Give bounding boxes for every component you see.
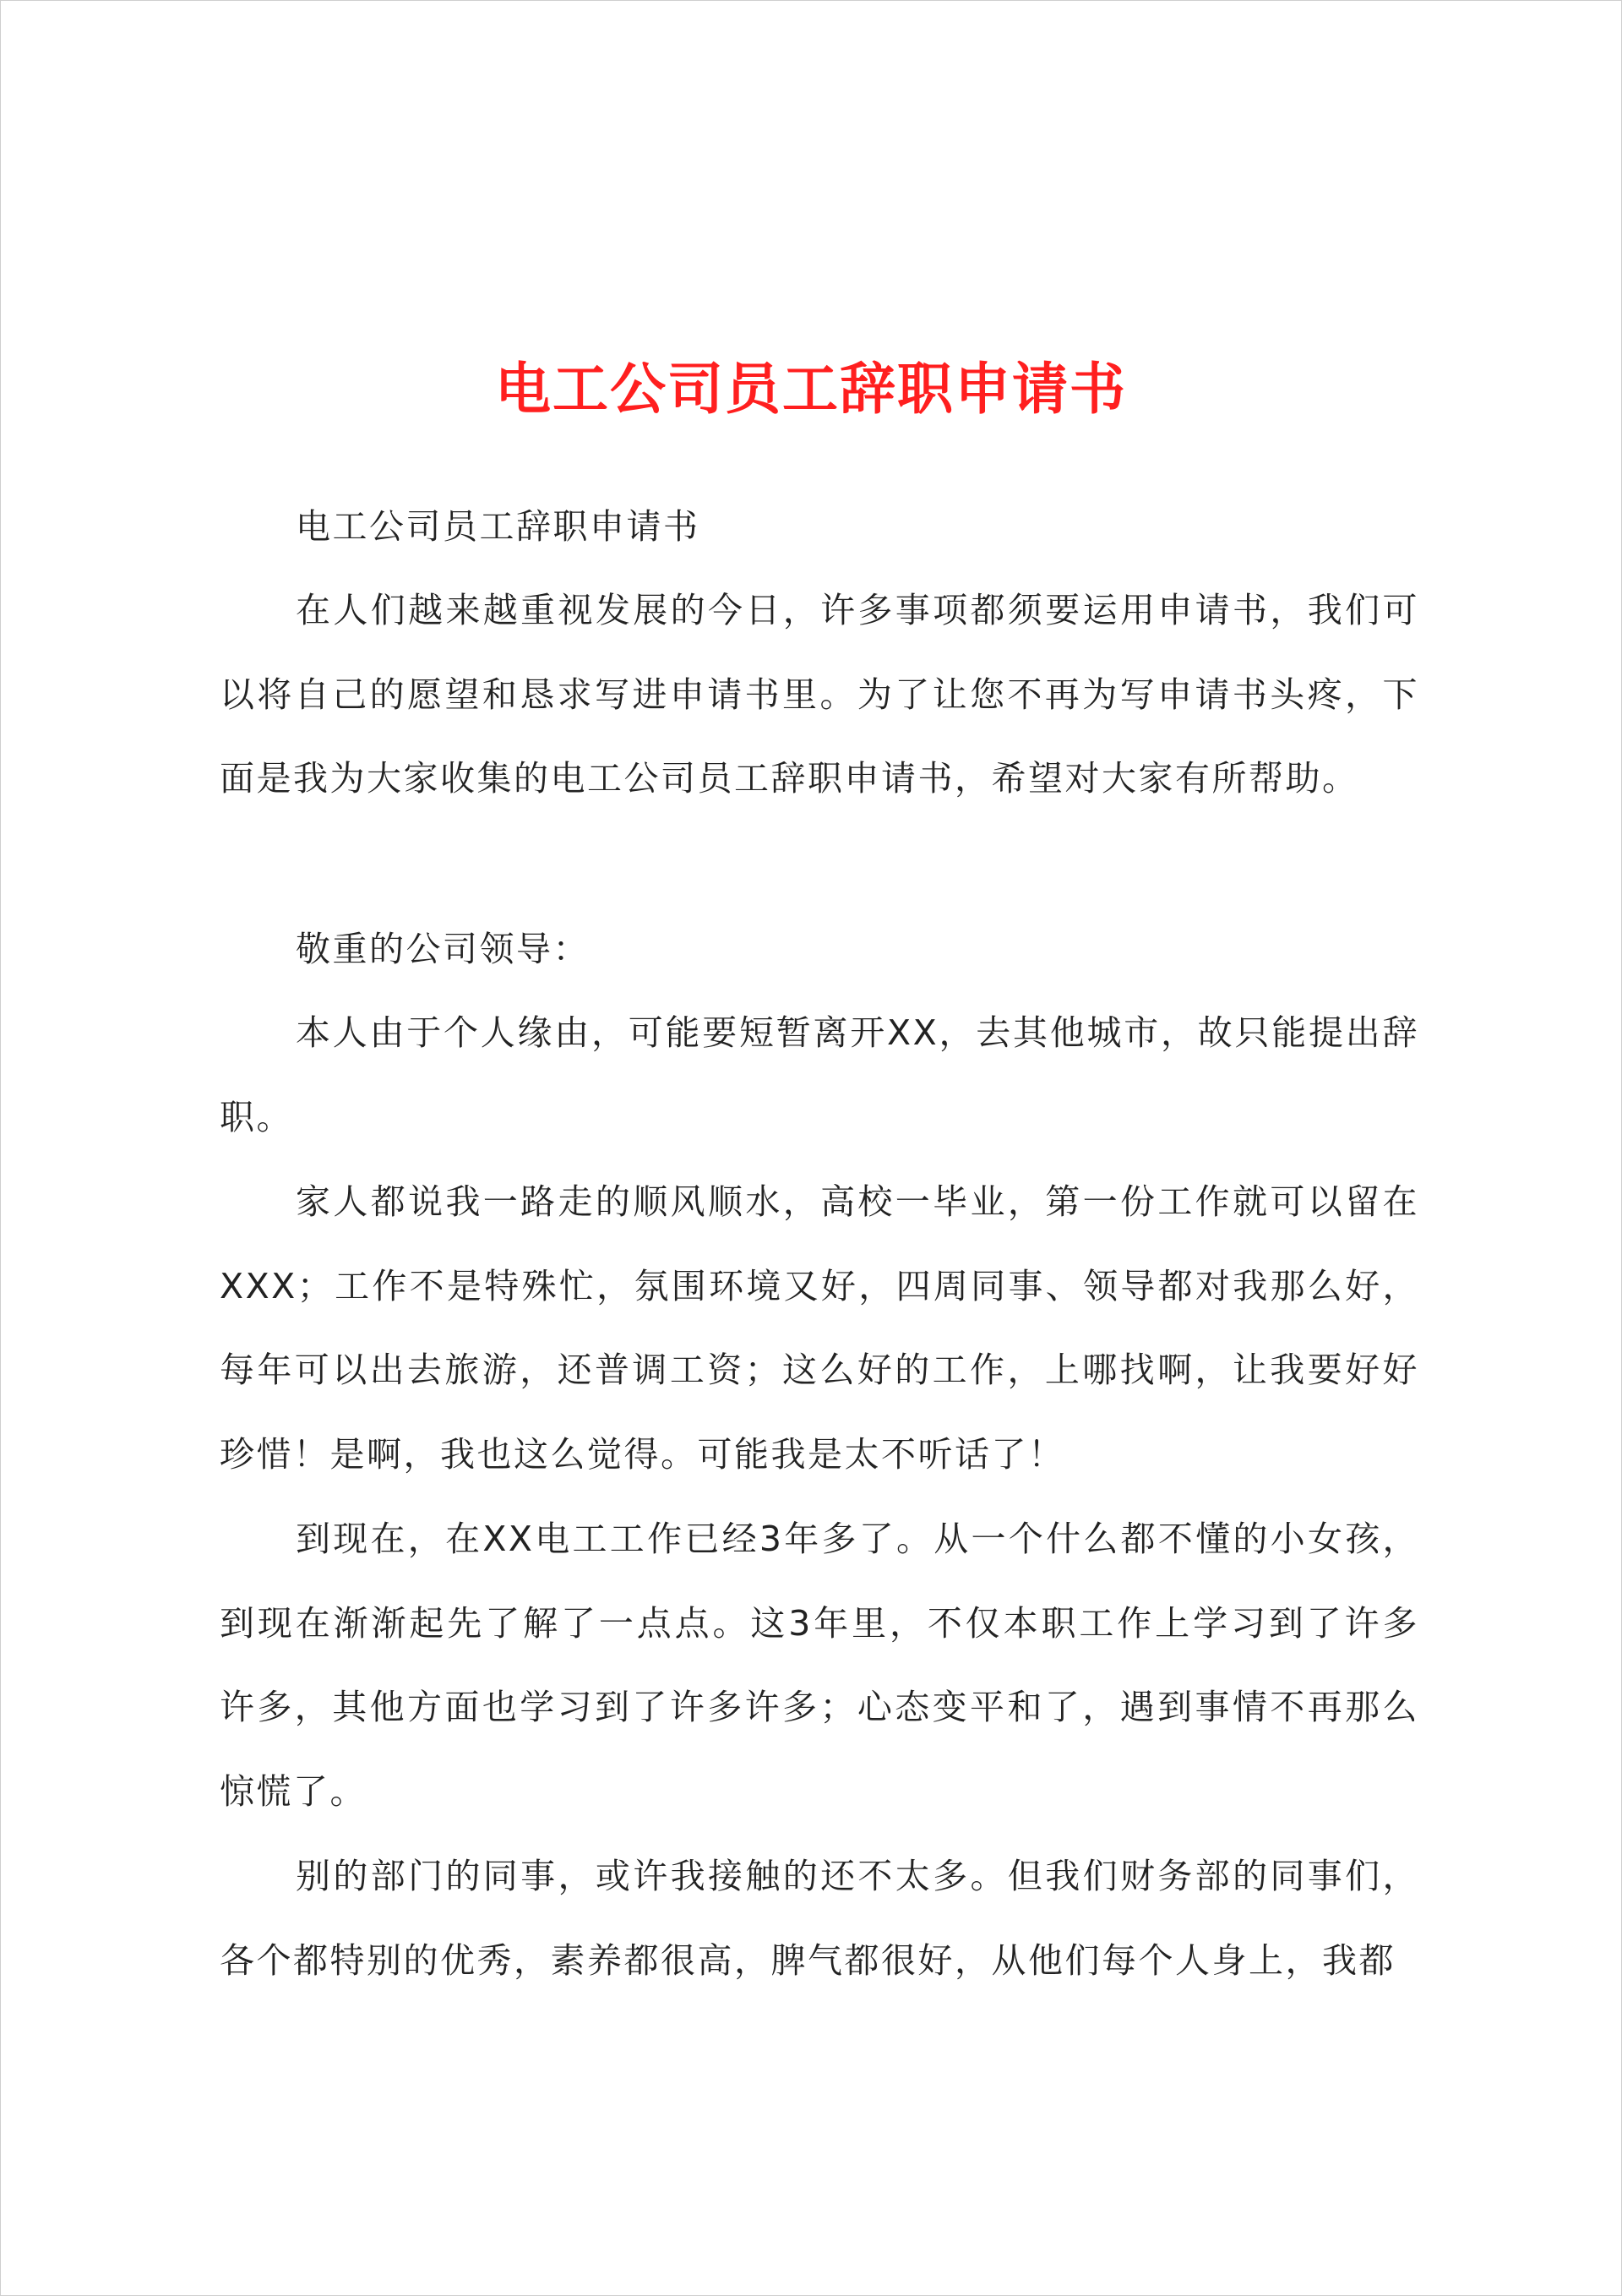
salutation: 敬重的公司领导： (296, 929, 590, 969)
body-paragraph: 到现在，在XX电工工作已经3年多了。从一个什么都不懂的小女孩，到现在渐渐起先了解了一点点。这3年里，不仅本职工作上学习到了许多许多，其他方面也学习到了许多许多；心态变平和了，遇到事情不再那么惊慌了。 (220, 1519, 1419, 1812)
document-subtitle: 电工公司员工辞职申请书 (296, 506, 700, 547)
intro-paragraph: 在人们越来越重视发展的今日，许多事项都须要运用申请书，我们可以将自己的愿望和恳求写进申请书里。为了让您不再为写申请书头疼，下面是我为大家收集的电工公司员工辞职申请书，希望对大家有所帮助。 (220, 590, 1419, 799)
body-paragraph: 本人由于个人缘由，可能要短暂离开XX，去其他城市，故只能提出辞职。 (220, 1012, 1419, 1137)
document-title: 电工公司员工辞职申请书 (495, 356, 1127, 422)
body-paragraph: 家人都说我一路走的顺风顺水，高校一毕业，第一份工作就可以留在XXX；工作不是特殊忙，氛围环境又好，四周同事、领导都对我那么好，每年可以出去旅游，还普调工资；这么好的工作，上哪找啊，让我要好好珍惜！是啊，我也这么觉得。可能我是太不听话了！ (220, 1181, 1419, 1475)
body-paragraph: 别的部门的同事，或许我接触的还不太多。但我们财务部的同事们，各个都特别的优秀，素养都很高，脾气都很好，从他们每个人身上，我都 (220, 1856, 1419, 1981)
